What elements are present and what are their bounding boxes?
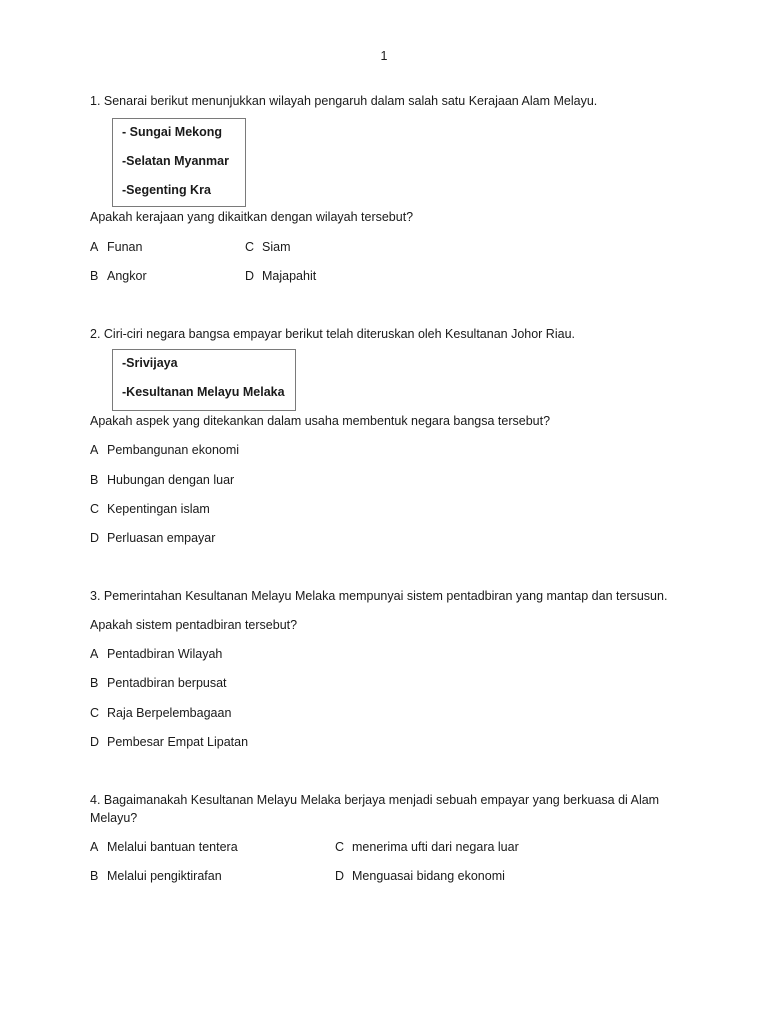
option-text: Siam	[262, 240, 291, 254]
option-text: Angkor	[107, 269, 147, 283]
option-text: Pentadbiran Wilayah	[107, 647, 223, 661]
question-4-option-b[interactable]	[90, 869, 222, 883]
option-text: Melalui pengiktirafan	[107, 869, 222, 883]
question-3-stem: 3. Pemerintahan Kesultanan Melayu Melaka mempunyai sistem pentadbiran yang mantap dan tersusun.	[90, 589, 668, 603]
option-text: Pembesar Empat Lipatan	[107, 735, 249, 749]
option-letter: D	[90, 735, 100, 749]
question-1-option-a[interactable]	[90, 240, 142, 254]
option-text: Menguasai bidang ekonomi	[352, 869, 505, 883]
page-number: 1	[380, 49, 388, 63]
question-3-option-d[interactable]	[90, 735, 248, 749]
option-letter: C	[245, 240, 255, 254]
option-letter: A	[90, 840, 99, 854]
question-2-list-item: -Srivijaya	[122, 356, 178, 370]
question-4-option-d[interactable]	[335, 869, 505, 883]
option-text: Funan	[107, 240, 143, 254]
question-1-list-item: -Selatan Myanmar	[122, 154, 229, 168]
question-3-option-c[interactable]	[90, 706, 231, 720]
option-letter: C	[90, 502, 100, 516]
option-letter: D	[245, 269, 255, 283]
question-2-list-item: -Kesultanan Melayu Melaka	[122, 385, 285, 399]
question-2-option-c[interactable]	[90, 502, 210, 516]
option-text: Perluasan empayar	[107, 531, 216, 545]
question-3-option-b[interactable]	[90, 676, 227, 690]
option-text: Pentadbiran berpusat	[107, 676, 227, 690]
option-letter: D	[335, 869, 345, 883]
option-letter: B	[90, 869, 99, 883]
option-letter: A	[90, 647, 99, 661]
question-1-option-d[interactable]	[245, 269, 316, 283]
option-text: Melalui bantuan tentera	[107, 840, 238, 854]
option-text: Raja Berpelembagaan	[107, 706, 232, 720]
question-1-option-b[interactable]	[90, 269, 147, 283]
question-4-option-c[interactable]	[335, 840, 519, 854]
option-text: Kepentingan islam	[107, 502, 210, 516]
question-2-stem: 2. Ciri-ciri negara bangsa empayar berikut telah diteruskan oleh Kesultanan Johor Riau.	[90, 327, 575, 341]
option-text: Pembangunan ekonomi	[107, 443, 240, 457]
question-4-option-a[interactable]	[90, 840, 238, 854]
question-2-list-box	[112, 349, 296, 411]
option-letter: B	[90, 676, 99, 690]
option-letter: A	[90, 443, 99, 457]
question-3-prompt: Apakah sistem pentadbiran tersebut?	[90, 618, 298, 632]
question-4-stem-line2: Melayu?	[90, 811, 138, 825]
question-4-stem-line1: 4. Bagaimanakah Kesultanan Melayu Melaka berjaya menjadi sebuah empayar yang berkuasa di Alam	[90, 793, 660, 807]
question-1-prompt: Apakah kerajaan yang dikaitkan dengan wilayah tersebut?	[90, 210, 414, 224]
question-1-list-box	[112, 118, 246, 207]
question-2-prompt: Apakah aspek yang ditekankan dalam usaha membentuk negara bangsa tersebut?	[90, 414, 551, 428]
question-1-list-item: - Sungai Mekong	[122, 125, 222, 139]
option-letter: B	[90, 269, 99, 283]
option-text: Majapahit	[262, 269, 317, 283]
option-letter: D	[90, 531, 100, 545]
option-text: menerima ufti dari negara luar	[352, 840, 519, 854]
option-text: Hubungan dengan luar	[107, 473, 235, 487]
question-1-stem: 1. Senarai berikut menunjukkan wilayah pengaruh dalam salah satu Kerajaan Alam Melayu.	[90, 94, 598, 108]
option-letter: C	[90, 706, 100, 720]
question-3-option-a[interactable]	[90, 647, 222, 661]
question-2-option-d[interactable]	[90, 531, 215, 545]
option-letter: B	[90, 473, 99, 487]
question-1-option-c[interactable]	[245, 240, 290, 254]
question-2-option-b[interactable]	[90, 473, 234, 487]
option-letter: A	[90, 240, 99, 254]
question-2-option-a[interactable]	[90, 443, 239, 457]
option-letter: C	[335, 840, 345, 854]
question-1-list-item: -Segenting Kra	[122, 183, 211, 197]
